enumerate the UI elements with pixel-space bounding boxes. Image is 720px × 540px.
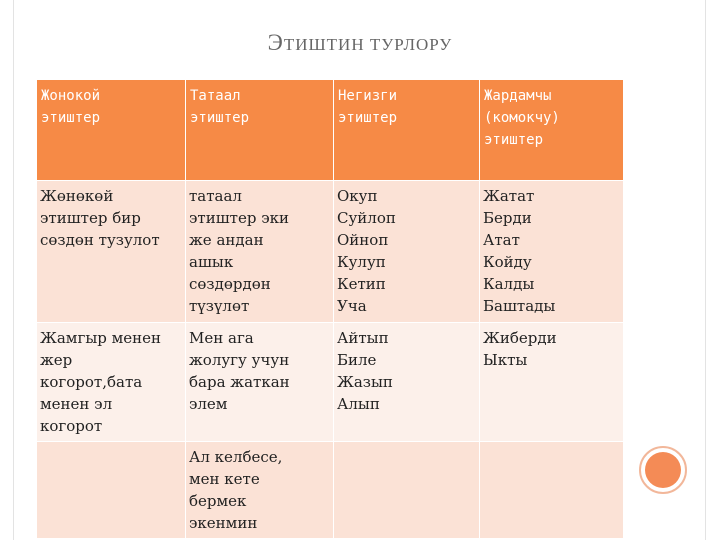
table-header-row (37, 80, 624, 181)
slide-title (0, 30, 720, 56)
table-cell: Мен ага жолугу учун бара жаткан элем (186, 323, 334, 442)
table-cell: Ал келбесе, мен кете бермек экенмин (186, 442, 334, 539)
table-cell (37, 442, 186, 539)
table-cell (334, 442, 480, 539)
table-cell (480, 442, 624, 539)
title-first-letter: Э (267, 30, 284, 55)
header-main-verbs: Негизги этиштер (334, 80, 480, 181)
table-row (37, 323, 624, 442)
table-cell: Окуп Суйлоп Ойноп Кулуп Кетип Уча (334, 181, 480, 323)
title-rest: ТИШТИН ТУРЛОРУ (283, 35, 453, 54)
table-row (37, 181, 624, 323)
table-row (37, 442, 624, 539)
table-cell: Жатат Берди Атат Койду Калды Баштады (480, 181, 624, 323)
decorative-dot-icon (645, 452, 681, 488)
table-cell: Жөнөкөй этиштер бир сөздөн тузулот (37, 181, 186, 323)
slide-border-left (13, 0, 14, 540)
slide-border-right (705, 0, 706, 540)
table-cell: Айтып Биле Жазып Алып (334, 323, 480, 442)
table-cell: Жамгыр менен жер когорот,бата менен эл когорот (37, 323, 186, 442)
table-cell: Жиберди Ыкты (480, 323, 624, 442)
header-compound-verbs: Татаал этиштер (186, 80, 334, 181)
verb-types-table (36, 79, 624, 539)
header-simple-verbs: Жонокой этиштер (37, 80, 186, 181)
header-auxiliary-verbs: Жардамчы (комокчу) этиштер (480, 80, 624, 181)
table-cell: татаал этиштер эки же андан ашык сөздөрдөн түзүлөт (186, 181, 334, 323)
